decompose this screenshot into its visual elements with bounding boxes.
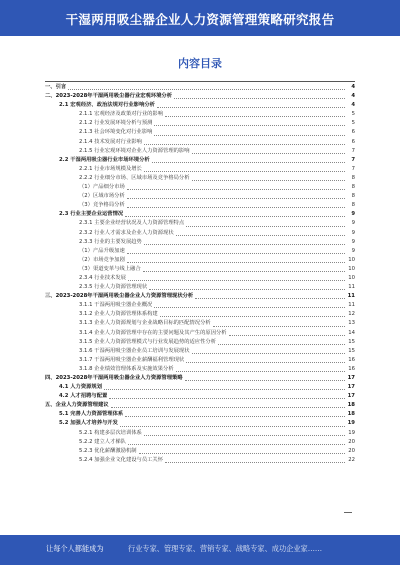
- toc-dot-leader: [128, 443, 345, 445]
- footer-roles: 行业专家、管理专家、营销专家、战略专家、成功企业家……: [128, 544, 323, 553]
- toc-dot-leader: [127, 188, 345, 190]
- toc-entry-label: 3.1.1 干湿两用吸尘器企业概况: [79, 302, 153, 309]
- toc-entry[interactable]: [45, 438, 355, 447]
- toc-entry[interactable]: [45, 456, 355, 465]
- page-end-mark: [344, 512, 352, 513]
- toc-dot-leader: [165, 461, 345, 463]
- toc-entry[interactable]: [45, 238, 355, 247]
- toc-entry[interactable]: [45, 165, 355, 174]
- report-title: 干湿两用吸尘器企业人力资源管理策略研究报告: [65, 12, 335, 27]
- toc-entry-page: 11: [348, 302, 355, 309]
- toc-entry[interactable]: [45, 319, 355, 328]
- toc-entry-label: 3.1.7 干湿两用吸尘器企业薪酬福利管理现状: [79, 356, 185, 363]
- toc-entry-page: 13: [348, 320, 355, 327]
- toc-entry[interactable]: [45, 219, 355, 228]
- toc-dot-leader: [157, 106, 345, 108]
- toc-entry-label: 2.2 干湿两用吸尘器行业市场环境分析: [59, 156, 150, 163]
- toc-entry-page: 8: [351, 184, 355, 191]
- toc-entry[interactable]: [45, 138, 355, 147]
- toc-entry-page: 17: [347, 384, 355, 391]
- toc-entry[interactable]: [45, 329, 355, 338]
- toc-entry[interactable]: [45, 429, 355, 438]
- toc-entry-page: 18: [347, 411, 355, 418]
- toc-entry-label: 3.1.2 企业人力资源管理体系构建: [79, 311, 158, 318]
- toc-dot-leader: [120, 425, 345, 427]
- toc-entry[interactable]: [45, 292, 355, 301]
- toc-entry-label: 5.2.1 构建多层次培训体系: [79, 429, 142, 436]
- toc-entry-label: 四、2023-2028年干湿两用吸尘器企业人力资源管理策略: [45, 375, 183, 381]
- toc-dot-leader: [109, 397, 345, 399]
- toc-entry[interactable]: [45, 201, 355, 210]
- toc-entry-page: 22: [348, 456, 355, 463]
- toc-dot-leader: [127, 197, 345, 199]
- toc-dot-leader: [104, 388, 345, 390]
- toc-entry-label: 2.3.5 行业人力资源管理现状: [79, 284, 148, 291]
- footer-bar: [0, 535, 400, 565]
- toc-dot-leader: [154, 306, 345, 308]
- table-of-contents: [45, 83, 355, 465]
- toc-entry-label: 2.1.1 宏观经济及政策对行业的影响: [79, 111, 164, 118]
- toc-entry-page: 4: [351, 84, 355, 90]
- toc-entry[interactable]: [45, 410, 355, 419]
- toc-entry-page: 19: [347, 420, 355, 427]
- toc-entry[interactable]: [45, 229, 355, 238]
- toc-entry-page: 5: [351, 111, 355, 118]
- toc-dot-leader: [152, 161, 345, 163]
- toc-entry-page: 6: [351, 138, 355, 145]
- toc-dot-leader: [127, 206, 345, 208]
- toc-entry[interactable]: [45, 401, 355, 410]
- toc-dot-leader: [144, 434, 345, 436]
- toc-entry[interactable]: [45, 419, 355, 428]
- toc-entry[interactable]: [45, 274, 355, 283]
- toc-entry-label: 2.3.3 行业的主要发展趋势: [79, 238, 142, 245]
- toc-dot-leader: [149, 288, 345, 290]
- toc-entry[interactable]: [45, 156, 355, 165]
- toc-entry-label: 4.1 人力资源规划: [59, 384, 103, 391]
- toc-entry-page: 4: [351, 102, 355, 109]
- toc-entry[interactable]: [45, 383, 355, 392]
- toc-entry-page: 19: [348, 429, 355, 436]
- toc-entry-label: （2）区域市场分析: [79, 193, 125, 200]
- toc-entry[interactable]: [45, 283, 355, 292]
- toc-dot-leader: [143, 270, 345, 272]
- toc-entry[interactable]: [45, 365, 355, 374]
- toc-entry-page: 16: [348, 365, 355, 372]
- toc-entry[interactable]: [45, 247, 355, 256]
- toc-entry-label: 2.1.2 行业发展环境分析与预测: [79, 120, 153, 127]
- toc-entry-label: 4.2 人才招聘与配置: [59, 393, 108, 400]
- toc-dot-leader: [125, 415, 345, 417]
- toc-entry-label: 2.3.4 行业技术发展: [79, 274, 126, 281]
- footer-slogan: 让每个人都能成为: [46, 544, 104, 553]
- toc-dot-leader: [125, 215, 345, 217]
- toc-entry[interactable]: [45, 110, 355, 119]
- toc-entry-label: 2.2.1 行业市场规模及增长: [79, 165, 142, 172]
- toc-entry[interactable]: [45, 310, 355, 319]
- toc-dot-leader: [144, 243, 345, 245]
- toc-entry[interactable]: [45, 256, 355, 265]
- toc-entry-label: 3.1.4 企业人力资源管理中存在的主要问题及其产生的原因分析: [79, 329, 227, 336]
- toc-dot-leader: [144, 143, 345, 145]
- toc-entry-label: 5.1 完善人力资源管理体系: [59, 411, 124, 418]
- toc-dot-leader: [192, 179, 345, 181]
- toc-entry[interactable]: [45, 174, 355, 183]
- toc-entry-label: 2.3 行业主要企业运营情况: [59, 211, 124, 218]
- toc-entry-page: 20: [348, 447, 355, 454]
- toc-entry-label: 5.2.2 建立人才梯队: [79, 438, 126, 445]
- toc-dot-leader: [229, 334, 345, 336]
- toc-entry[interactable]: [45, 101, 355, 110]
- toc-entry-page: 7: [351, 156, 355, 163]
- toc-entry-page: 5: [351, 120, 355, 127]
- toc-dot-leader: [154, 124, 345, 126]
- toc-entry-page: 12: [348, 311, 355, 318]
- toc-dot-leader: [176, 370, 345, 372]
- toc-entry-label: 一、引言: [45, 84, 67, 90]
- toc-entry-label: （3）竞争格局分析: [79, 202, 125, 209]
- toc-entry-label: 三、2023-2028年干湿两用吸尘器企业人力资源管理现状分析: [45, 293, 194, 300]
- toc-entry-page: 9: [351, 220, 355, 227]
- toc-top-rule: [45, 81, 355, 82]
- toc-dot-leader: [192, 152, 345, 154]
- toc-entry-page: 8: [351, 202, 355, 209]
- toc-entry[interactable]: [45, 301, 355, 310]
- toc-dot-leader: [186, 225, 345, 227]
- toc-entry-page: 9: [351, 247, 355, 254]
- toc-entry-label: 3.1.6 干湿两用吸尘器企业员工培训与发展现状: [79, 347, 190, 354]
- toc-dot-leader: [176, 234, 345, 236]
- toc-entry-page: 10: [348, 256, 355, 263]
- toc-entry[interactable]: [45, 92, 355, 101]
- toc-entry[interactable]: [45, 265, 355, 274]
- toc-entry-page: 11: [347, 293, 355, 300]
- toc-entry-page: 8: [351, 174, 355, 181]
- toc-entry-page: 14: [348, 329, 355, 336]
- toc-entry-label: 3.1.8 企业绩效管理体系及实施效果分析: [79, 365, 174, 372]
- toc-entry-label: 二、2023-2028年干湿两用吸尘器行业宏观环境分析: [45, 93, 173, 100]
- toc-entry-page: 9: [351, 229, 355, 236]
- report-header-bar: [0, 0, 400, 36]
- toc-entry-label: （1）产品升级加速: [79, 247, 125, 254]
- toc-entry[interactable]: [45, 183, 355, 192]
- toc-dot-leader: [165, 115, 345, 117]
- toc-entry[interactable]: [45, 192, 355, 201]
- toc-entry-page: 17: [347, 375, 355, 381]
- toc-dot-leader: [185, 379, 345, 381]
- toc-entry-label: 五、企业人力资源管理建议: [45, 402, 109, 409]
- toc-dot-leader: [218, 343, 345, 345]
- toc-entry-page: 15: [348, 338, 355, 345]
- toc-heading: 内容目录: [178, 57, 222, 70]
- toc-entry-label: 2.1.3 社会环境变化对行业影响: [79, 129, 153, 136]
- toc-dot-leader: [174, 97, 345, 99]
- toc-entry[interactable]: [45, 447, 355, 456]
- toc-entry-page: 18: [347, 402, 355, 409]
- toc-entry-page: 17: [347, 393, 355, 400]
- toc-entry-label: 2.2.2 行业细分市场、区域市场及竞争格局分析: [79, 174, 190, 181]
- toc-dot-leader: [144, 170, 345, 172]
- toc-entry-page: 9: [351, 211, 355, 218]
- toc-entry-page: 11: [348, 284, 355, 291]
- toc-dot-leader: [154, 134, 345, 136]
- toc-entry-label: （2）市场竞争加剧: [79, 256, 125, 263]
- toc-entry-page: 7: [351, 165, 355, 172]
- toc-entry-page: 10: [348, 265, 355, 272]
- toc-entry[interactable]: [45, 374, 355, 383]
- toc-entry-label: 2.1.4 技术发展对行业影响: [79, 138, 142, 145]
- toc-entry-page: 10: [348, 274, 355, 281]
- toc-entry-page: 9: [351, 238, 355, 245]
- toc-entry[interactable]: [45, 338, 355, 347]
- toc-entry-page: 7: [351, 147, 355, 154]
- toc-dot-leader: [139, 452, 345, 454]
- toc-entry-label: （1）产品细分市场: [79, 184, 125, 191]
- toc-entry-label: 5.2 加强人才培养与开发: [59, 420, 118, 427]
- toc-entry-label: 3.1.3 企业人力资源规划与企业战略目标的匹配情况分析: [79, 320, 211, 327]
- toc-entry[interactable]: [45, 210, 355, 219]
- toc-dot-leader: [195, 297, 345, 299]
- toc-dot-leader: [111, 406, 345, 408]
- toc-entry-page: 8: [351, 193, 355, 200]
- toc-dot-leader: [127, 261, 345, 263]
- toc-entry[interactable]: [45, 128, 355, 137]
- toc-dot-leader: [128, 279, 345, 281]
- toc-dot-leader: [160, 315, 345, 317]
- toc-entry-page: 16: [348, 356, 355, 363]
- toc-entry-label: 5.2.3 优化薪酬激励机制: [79, 447, 137, 454]
- toc-entry[interactable]: [45, 147, 355, 156]
- toc-entry-label: 2.1 宏观经济、政治法规对行业影响分析: [59, 102, 155, 109]
- toc-entry-label: 3.1.5 企业人力资源管理模式与行业发展趋势的适应性分析: [79, 338, 216, 345]
- toc-entry[interactable]: [45, 83, 355, 92]
- toc-entry-page: 20: [348, 438, 355, 445]
- toc-entry[interactable]: [45, 392, 355, 401]
- toc-entry-label: 2.3.1 主要企业经营状况及人力资源管理特点: [79, 220, 185, 227]
- toc-entry[interactable]: [45, 356, 355, 365]
- toc-entry-label: 2.1.5 行业宏观环境对企业人力资源管理的影响: [79, 147, 190, 154]
- toc-entry-label: 2.3.2 行业人才需求及企业人力资源现状: [79, 229, 174, 236]
- toc-dot-leader: [68, 88, 345, 90]
- toc-entry-page: 15: [348, 347, 355, 354]
- toc-dot-leader: [186, 361, 345, 363]
- toc-entry-label: （3）渠道变革与线上融合: [79, 265, 141, 272]
- toc-entry-page: 6: [351, 129, 355, 136]
- toc-entry-page: 4: [351, 93, 355, 100]
- toc-entry-label: 5.2.4 加强企业文化建设与员工关怀: [79, 456, 164, 463]
- toc-entry[interactable]: [45, 347, 355, 356]
- toc-dot-leader: [192, 352, 345, 354]
- toc-entry[interactable]: [45, 119, 355, 128]
- toc-dot-leader: [127, 252, 345, 254]
- toc-dot-leader: [213, 325, 345, 327]
